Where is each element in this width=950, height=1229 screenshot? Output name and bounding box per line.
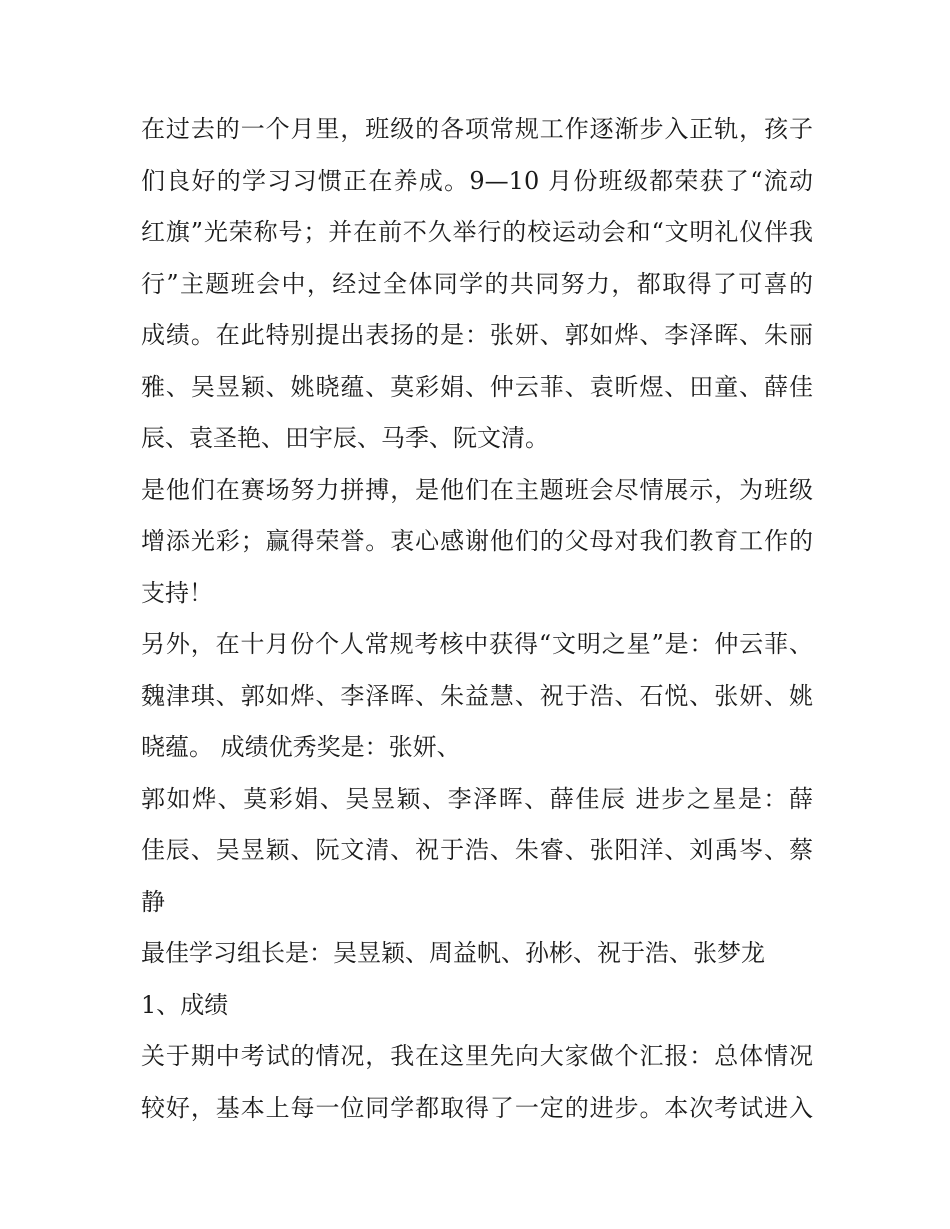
text-line: 佳辰、吴昱颖、阮文清、祝于浩、朱睿、张阳洋、刘禹岑、蔡: [141, 836, 813, 864]
text-line: 辰、袁圣艳、田宇辰、马季、阮文清。: [141, 424, 549, 452]
text-line: 静: [141, 887, 165, 916]
section-heading: 1、成绩: [141, 990, 229, 1019]
text-line: 行”主题班会中，经过全体同学的共同努力，都取得了可喜的: [141, 269, 813, 298]
text-line: 郭如烨、莫彩娟、吴昱颖、李泽晖、薛佳辰 进步之星是：薛: [141, 784, 813, 813]
text-line: 最佳学习组长是：吴昱颖、周益帆、孙彬、祝于浩、张梦龙: [141, 939, 765, 967]
text-line: 雅、吴昱颖、姚晓蕴、莫彩娟、仲云菲、袁昕煜、田童、薛佳: [141, 372, 813, 401]
text-line: 关于期中考试的情况，我在这里先向大家做个汇报：总体情况: [141, 1042, 813, 1070]
text-line: 红旗”光荣称号；并在前不久举行的校运动会和“文明礼仪伴我: [141, 218, 813, 246]
text-line: 较好，基本上每一位同学都取得了一定的进步。本次考试进入: [141, 1093, 813, 1122]
text-line: 支持！: [141, 578, 213, 607]
text-line: 晓蕴。 成绩优秀奖是：张妍、: [141, 733, 461, 761]
text-line: 另外，在十月份个人常规考核中获得“文明之星”是：仲云菲、: [141, 630, 813, 658]
text-line: 是他们在赛场努力拼搏，是他们在主题班会尽情展示，为班级: [141, 475, 813, 504]
text-line: 在过去的一个月里，班级的各项常规工作逐渐步入正轨，孩子: [141, 115, 813, 143]
text-line: 增添光彩；赢得荣誉。衷心感谢他们的父母对我们教育工作的: [141, 527, 813, 555]
text-line: 成绩。在此特别提出表扬的是：张妍、郭如烨、李泽晖、朱丽: [141, 321, 813, 349]
document-body: [141, 107, 813, 1137]
text-line: 魏津琪、郭如烨、李泽晖、朱益慧、祝于浩、石悦、张妍、姚: [141, 681, 813, 710]
text-line: 们良好的学习习惯正在养成。9—10 月份班级都荣获了“流动: [141, 166, 813, 195]
